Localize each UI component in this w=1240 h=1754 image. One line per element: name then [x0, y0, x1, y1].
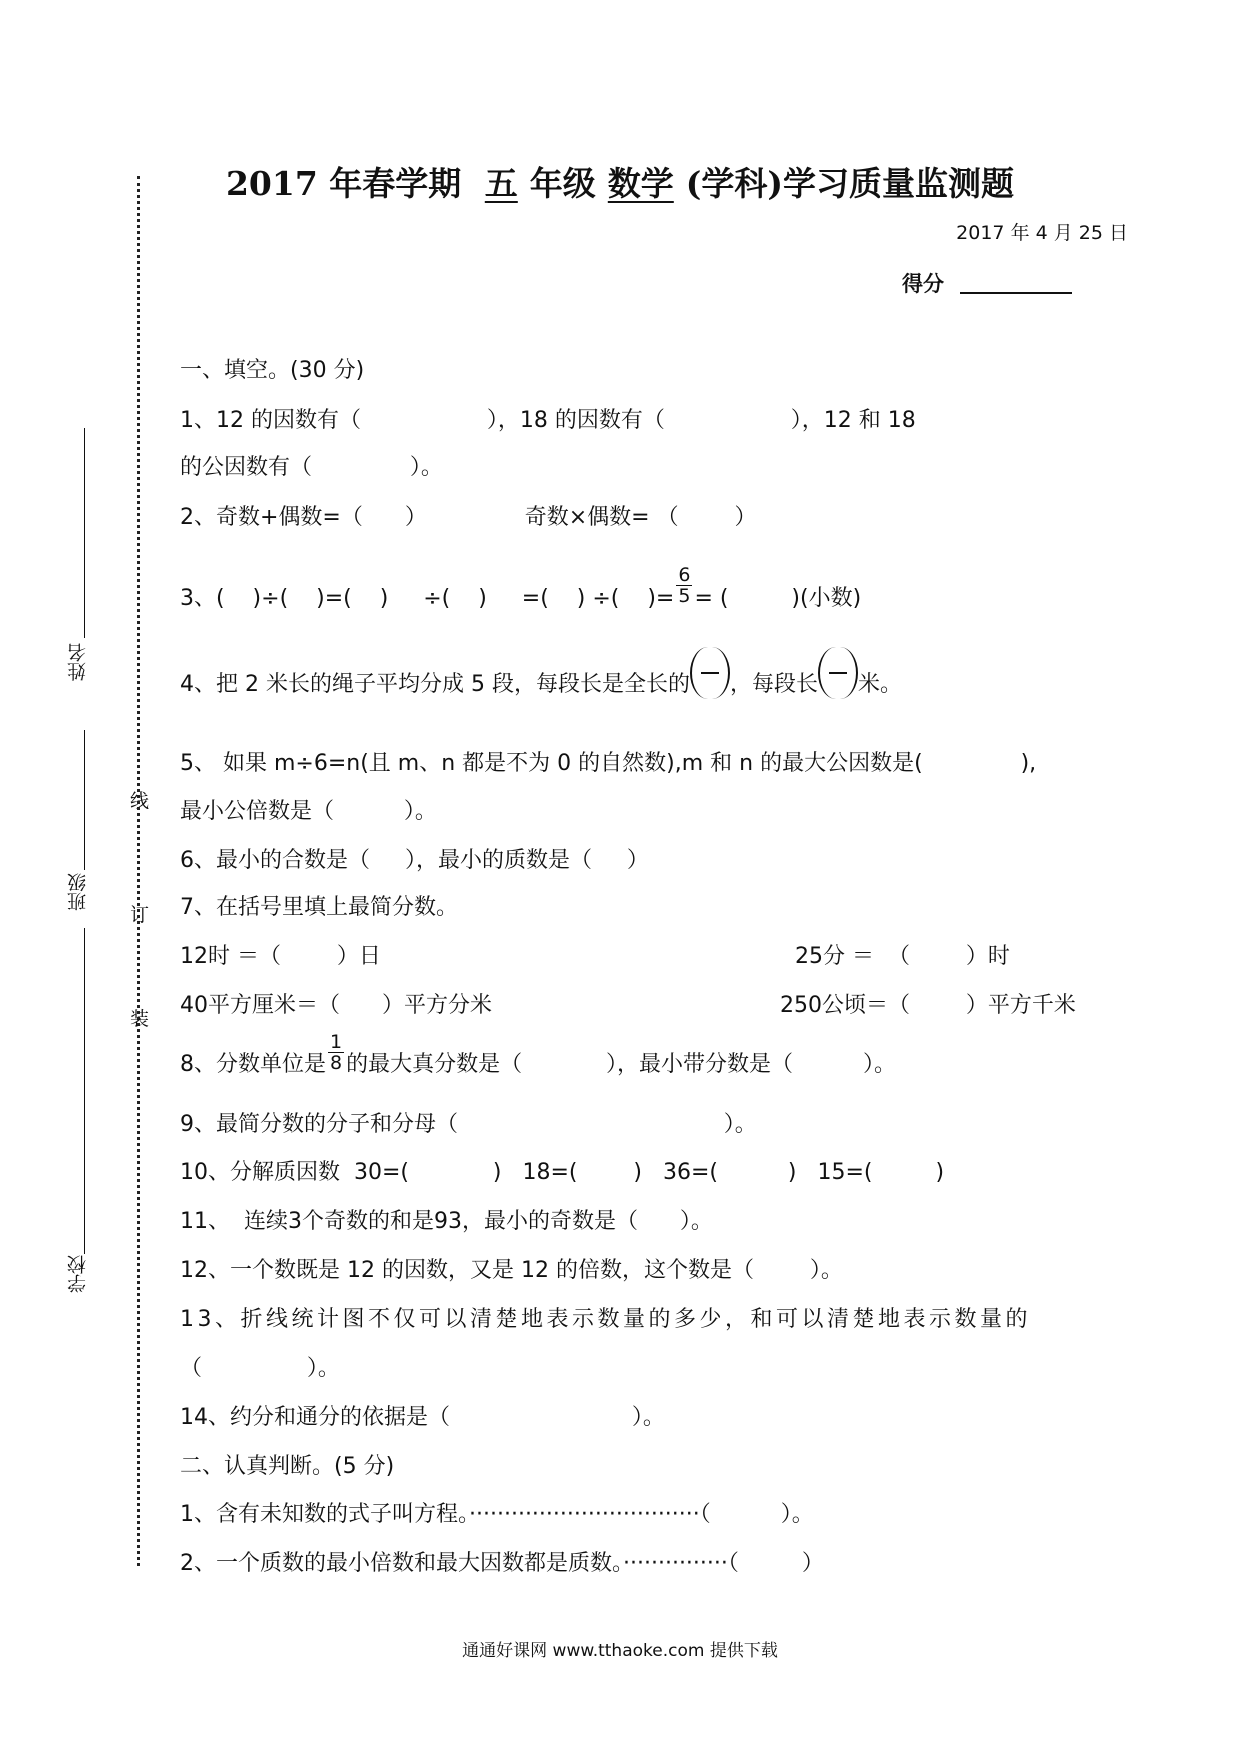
question-9: 9、最简分数的分子和分母（ ）。	[180, 1112, 757, 1137]
fraction-numerator: 6	[678, 563, 691, 586]
question-3-tail: = ( )(小数)	[694, 586, 862, 611]
exam-date: 2017 年 4 月 25 日	[956, 222, 1128, 244]
question-4	[180, 670, 902, 700]
grade-blank: 五	[484, 164, 518, 203]
section2-heading: 二、认真判断。(5 分)	[180, 1454, 395, 1479]
score-blank	[960, 292, 1072, 294]
footer-source: 通通好课网 www.tthaoke.com 提供下载	[462, 1641, 778, 1661]
question-1-line2: 的公因数有（ ）。	[180, 455, 443, 480]
binding-dotted-line	[137, 176, 140, 1566]
question-11: 11、 连续3个奇数的和是93，最小的奇数是（ ）。	[180, 1209, 713, 1234]
question-6: 6、最小的合数是（ ），最小的质数是（ ）	[180, 848, 649, 873]
question-8-text: 8、分数单位是	[180, 1052, 326, 1077]
question-3-text: 3、( )÷( )=( ) ÷( ) =( ) ÷( )=	[180, 586, 675, 611]
question-7b-right: 250公顷＝（ ）平方千米	[780, 993, 1076, 1018]
title-prefix: 2017 年春学期	[225, 164, 462, 203]
judge-question-2: 2、一个质数的最小倍数和最大因数都是质数。···············（ ）	[180, 1551, 824, 1576]
binding-label-zhuang: 装	[130, 1008, 150, 1030]
question-5-line2: 最小公倍数是（ ）。	[180, 799, 437, 824]
question-13-line1: 13、折线统计图不仅可以清楚地表示数量的多少，和可以清楚地表示数量的	[180, 1307, 1031, 1332]
question-13-line2: （ ）。	[180, 1356, 340, 1381]
question-7b-left: 40平方厘米＝（ ）平方分米	[180, 993, 492, 1018]
fraction-6-5	[676, 565, 692, 606]
class-label: 班级	[67, 873, 89, 911]
question-2: 2、奇数+偶数=（ ） 奇数×偶数= （ ）	[180, 505, 757, 530]
question-8-tail: 的最大真分数是（ ），最小带分数是（ ）。	[346, 1052, 896, 1077]
fraction-denominator: 5	[678, 584, 691, 607]
fraction-denominator: 8	[330, 1051, 343, 1074]
school-blank-line	[84, 928, 85, 1254]
fraction-blank-2	[818, 647, 858, 699]
title-suffix: (学科)学习质量监测题	[685, 164, 1015, 203]
question-7a-left: 12时 ＝（ ）日	[180, 944, 381, 969]
question-3	[180, 563, 862, 614]
section1-heading: 一、填空。(30 分)	[180, 358, 365, 383]
fraction-numerator: 1	[330, 1030, 343, 1053]
name-blank-line	[84, 428, 85, 638]
question-4-mid: ，每段长	[729, 672, 818, 697]
title-grade-suffix: 年级	[529, 164, 596, 203]
score-label: 得分	[902, 272, 944, 296]
question-5-line1: 5、 如果 m÷6=n(且 m、n 都是不为 0 的自然数),m 和 n 的最大公因数是( ),	[180, 751, 1037, 776]
question-4-text: 4、把 2 米长的绳子平均分成 5 段，每段长是全长的	[180, 672, 690, 697]
question-7a-right: 25分 ＝ （ ）时	[795, 944, 1010, 969]
binding-label-xian: 线	[130, 790, 150, 812]
fraction-1-8	[328, 1032, 344, 1073]
question-14: 14、约分和通分的依据是（ ）。	[180, 1405, 665, 1430]
class-blank-line	[84, 730, 85, 870]
question-7: 7、在括号里填上最简分数。	[180, 895, 458, 920]
fraction-blank-1	[690, 647, 730, 699]
exam-title	[0, 158, 1240, 205]
name-label: 姓名	[67, 643, 89, 681]
question-12: 12、一个数既是 12 的因数，又是 12 的倍数，这个数是（ ）。	[180, 1258, 843, 1283]
question-4-tail: 米。	[857, 672, 902, 697]
judge-question-1: 1、含有未知数的式子叫方程。·································（ ）。	[180, 1502, 814, 1527]
question-1-line1: 1、12 的因数有（ ），18 的因数有（ ），12 和 18	[180, 408, 916, 433]
question-10: 10、分解质因数 30=( ) 18=( ) 36=( ) 15=( )	[180, 1160, 945, 1185]
binding-label-ding: 订	[130, 904, 150, 926]
school-label: 学校	[67, 1255, 89, 1293]
question-8	[180, 1030, 896, 1080]
subject-blank: 数学	[607, 164, 674, 203]
